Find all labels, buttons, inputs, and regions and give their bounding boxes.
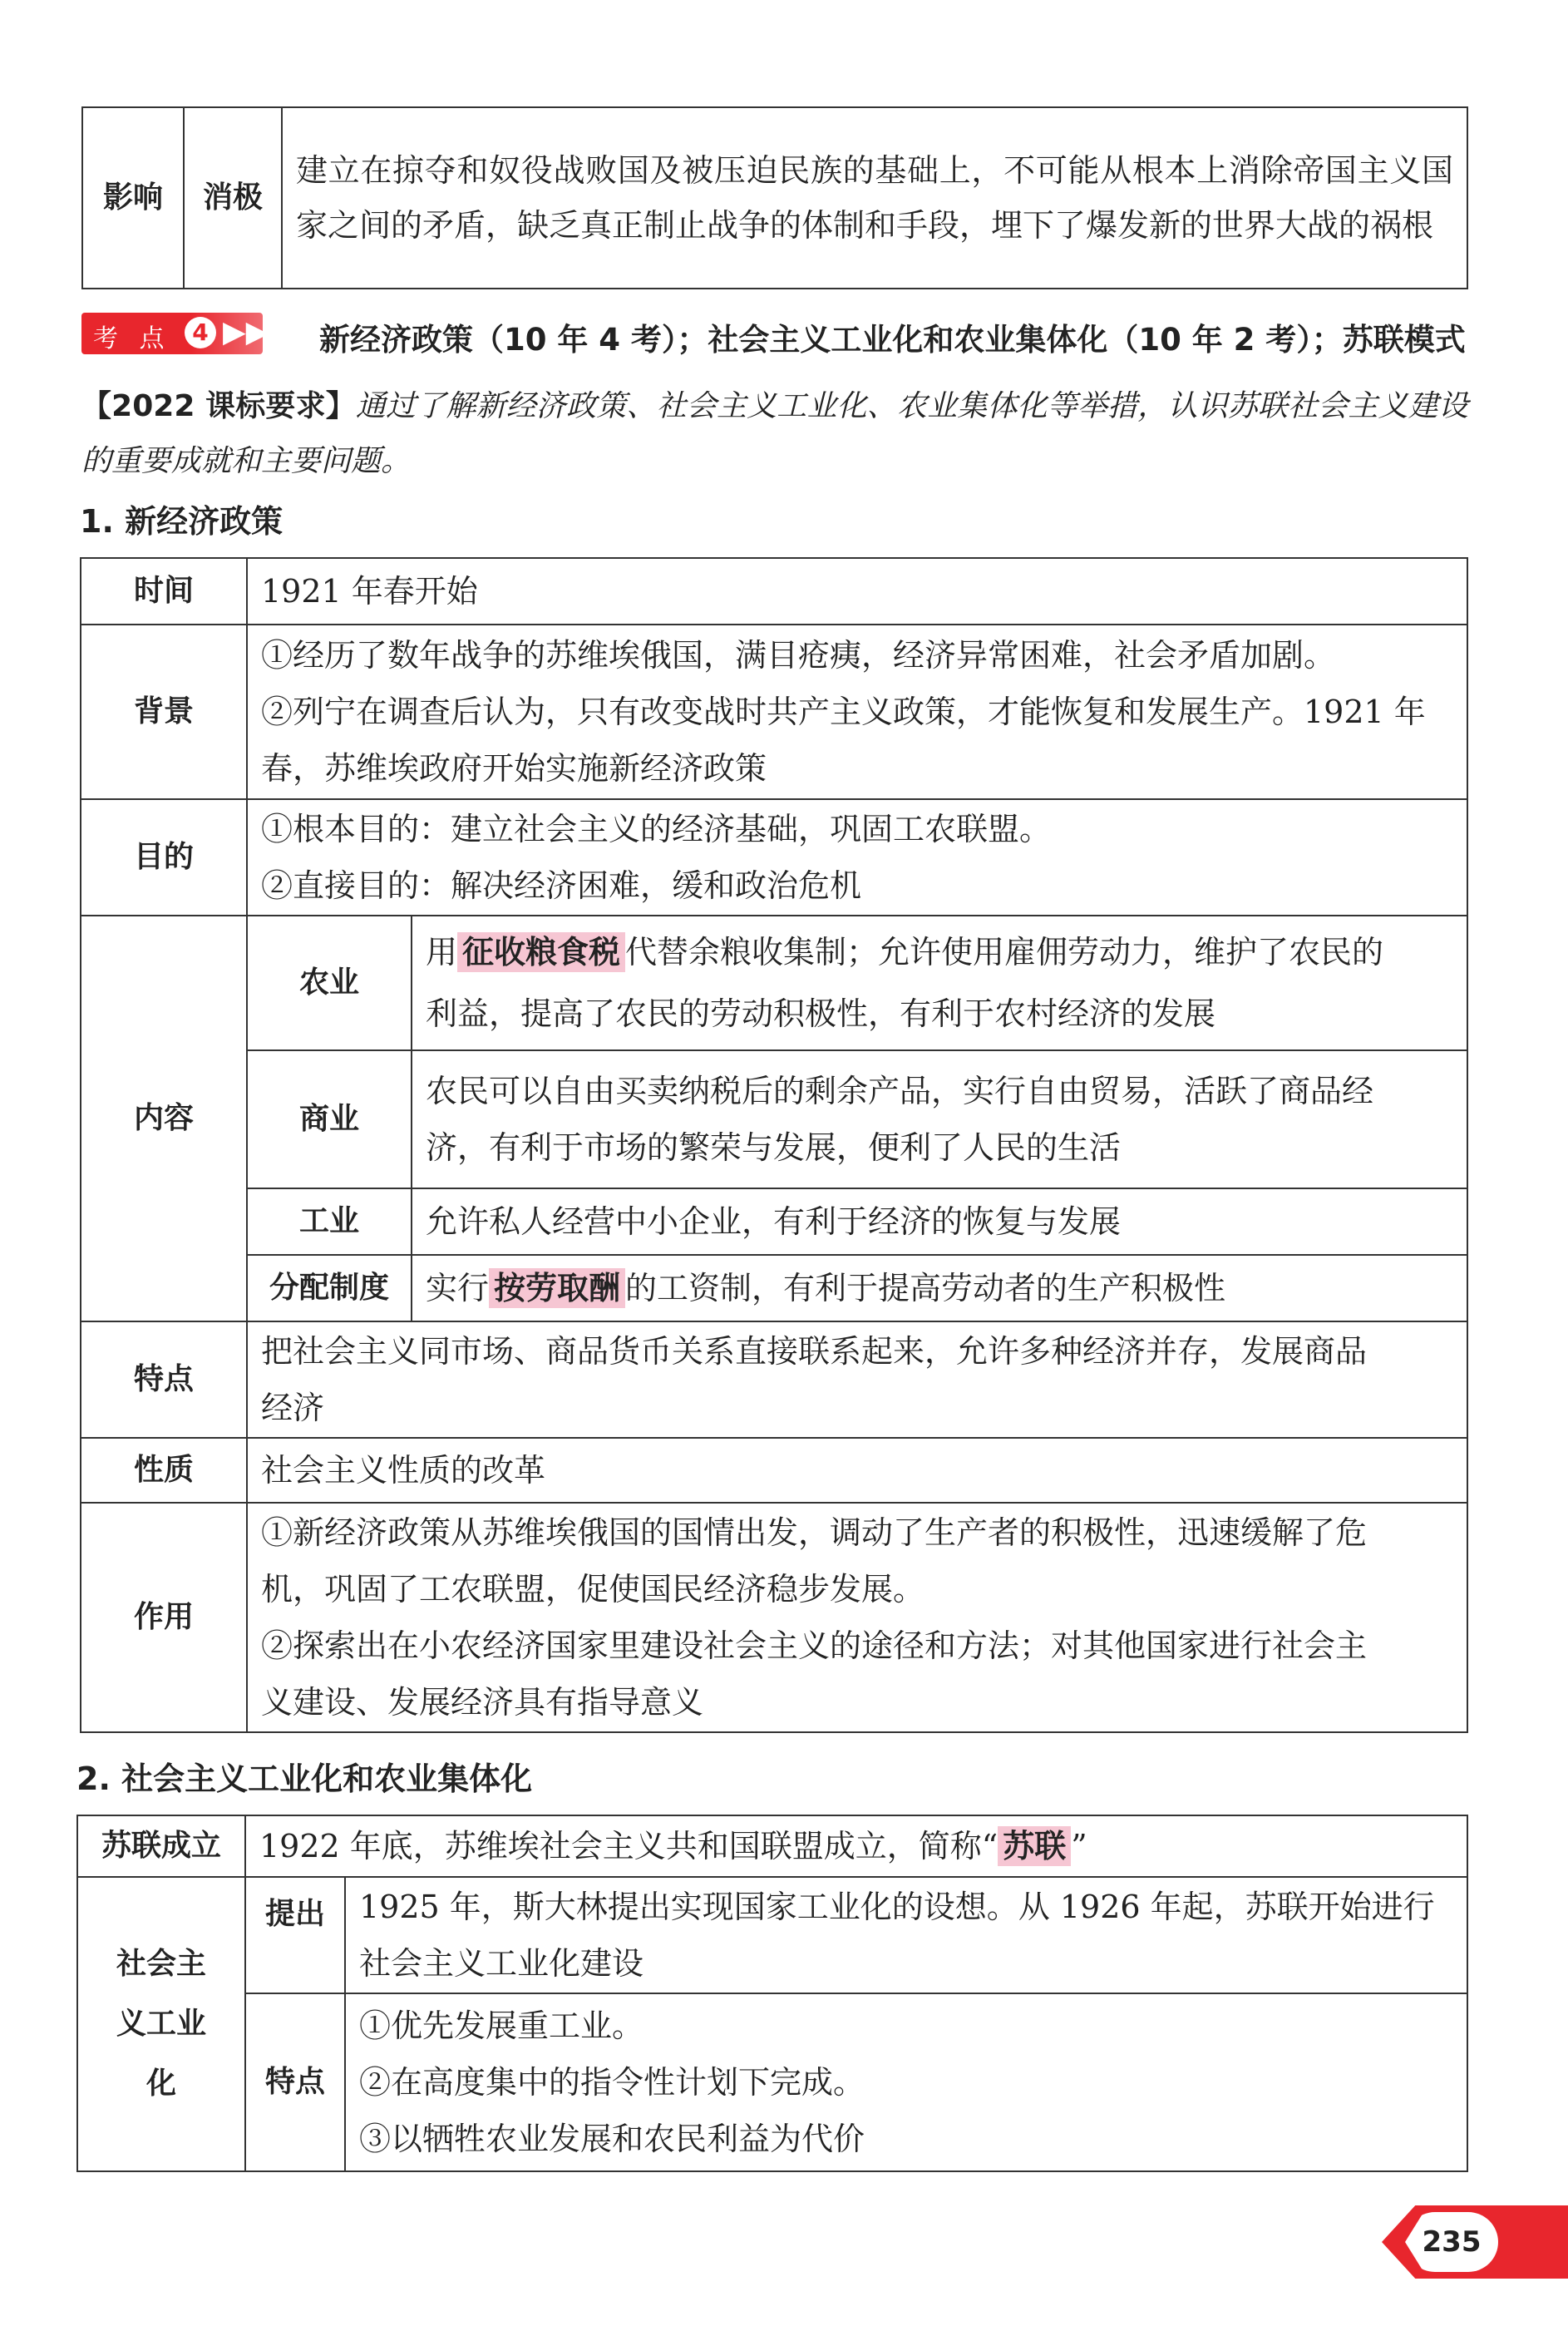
time-label: 时间 (81, 558, 247, 625)
propose-line-2: 社会主义工业化建设 (359, 1945, 644, 1982)
effect-line-3: ②探索出在小农经济国家里建设社会主义的途径和方法；对其他国家进行社会主 (261, 1627, 1368, 1664)
influence-text: 建立在掠夺和奴役战败国及被压迫民族的基础上，不可能从根本上消除帝国主义国家之间的矛盾，缺乏真正制止战争的体制和手段，埋下了爆发新的世界大战的祸根 (282, 107, 1467, 289)
trait-label: 特点 (245, 1993, 345, 2171)
purpose-point-1: ①根本目的：建立社会主义的经济基础，巩固工农联盟。 (261, 811, 1052, 847)
trait-line-3: ③以牺牲农业发展和农民利益为代价 (359, 2121, 865, 2157)
requirement-tag: 【2022 课标要求】 (81, 389, 356, 423)
ussr-pre: 1922 年底，苏维埃社会主义共和国联盟成立，简称“ (259, 1828, 998, 1864)
commerce-cell (412, 1050, 1467, 1188)
trait-cell (345, 1993, 1467, 2171)
agri-post: 代替余粮收集制；允许使用雇佣劳动力，维护了农民的 (625, 934, 1384, 970)
agri-line-2: 利益，提高了农民的劳动积极性，有利于农村经济的发展 (426, 995, 1216, 1032)
purpose-label: 目的 (81, 799, 247, 916)
background-point-2a: ②列宁在调查后认为，只有改变战时共产主义政策，才能恢复和发展生产。1921 年 (261, 694, 1426, 730)
kaodian-label: 考 点 (93, 324, 171, 353)
double-arrow-icon: ▶▶ (223, 315, 269, 349)
ussr-cell (245, 1815, 1467, 1877)
commerce-line-1: 农民可以自由买卖纳税后的剩余产品，实行自由贸易，活跃了商品经 (426, 1073, 1374, 1109)
influence-table (81, 106, 1468, 289)
dist-post: 的工资制，有利于提高劳动者的生产积极性 (625, 1270, 1226, 1306)
sub-header-negative: 消极 (184, 107, 282, 289)
effect-line-4: 义建设、发展经济具有指导意义 (261, 1684, 704, 1721)
curriculum-requirement (81, 379, 1468, 489)
agri-pre: 用 (426, 934, 458, 970)
kaodian-number: 4 (185, 317, 216, 348)
agriculture-label: 农业 (247, 916, 412, 1050)
industrialization-table (76, 1815, 1468, 2172)
effect-label: 作用 (81, 1503, 247, 1732)
ussr-post: ” (1071, 1828, 1087, 1864)
distribution-label: 分配制度 (247, 1255, 412, 1321)
purpose-cell (247, 799, 1467, 916)
feature-label: 特点 (81, 1321, 247, 1438)
section1-title: 1. 新经济政策 (80, 503, 284, 540)
commerce-line-2: 济，有利于市场的繁荣与发展，便利了人民的生活 (426, 1129, 1122, 1166)
feature-cell (247, 1321, 1467, 1438)
effect-line-1: ①新经济政策从苏维埃俄国的国情出发，调动了生产者的积极性，迅速缓解了危 (261, 1514, 1368, 1551)
propose-line-1: 1925 年，斯大林提出实现国家工业化的设想。从 1926 年起，苏联开始进行 (359, 1889, 1435, 1925)
kaodian-badge (81, 313, 269, 354)
background-point-2b: 春，苏维埃政府开始实施新经济政策 (261, 750, 767, 787)
section2-title: 2. 社会主义工业化和农业集体化 (76, 1761, 533, 1797)
industry-label: 工业 (247, 1188, 412, 1255)
kaodian-title: 新经济政策（10 年 4 考）；社会主义工业化和农业集体化（10 年 2 考）；苏联模式 (319, 322, 1466, 358)
trait-line-2: ②在高度集中的指令性计划下完成。 (359, 2064, 865, 2101)
background-point-1: ①经历了数年战争的苏维埃俄国，满目疮痍，经济异常困难，社会矛盾加剧。 (261, 637, 1336, 674)
background-label: 背景 (81, 625, 247, 799)
effect-cell (247, 1503, 1467, 1732)
row-header-influence: 影响 (82, 107, 184, 289)
industry-text: 允许私人经营中小企业，有利于经济的恢复与发展 (412, 1188, 1467, 1255)
nature-text: 社会主义性质的改革 (247, 1438, 1467, 1503)
ussr-highlight: 苏联 (998, 1826, 1071, 1866)
industrialization-label (77, 1877, 245, 2171)
labor-pay-highlight: 按劳取酬 (489, 1268, 625, 1308)
ind-label-1: 社会主 (116, 1947, 206, 1981)
feature-line-1: 把社会主义同市场、商品货币关系直接联系起来，允许多种经济并存，发展商品 (261, 1333, 1368, 1370)
propose-label: 提出 (245, 1877, 345, 1993)
propose-cell (345, 1877, 1467, 1993)
distribution-cell (412, 1255, 1467, 1321)
nature-label: 性质 (81, 1438, 247, 1503)
agriculture-cell (412, 916, 1467, 1050)
background-cell (247, 625, 1467, 799)
purpose-point-2: ②直接目的：解决经济困难，缓和政治危机 (261, 867, 862, 904)
dist-pre: 实行 (426, 1270, 490, 1306)
effect-line-2: 机，巩固了工农联盟，促使国民经济稳步发展。 (261, 1571, 925, 1607)
trait-line-1: ①优先发展重工业。 (359, 2007, 644, 2044)
grain-tax-highlight: 征收粮食税 (457, 932, 625, 972)
commerce-label: 商业 (247, 1050, 412, 1188)
requirement-text: 通过了解新经济政策、社会主义工业化、农业集体化等举措，认识苏联社会主义建设的重要成就和主要问题。 (81, 389, 1468, 478)
time-value: 1921 年春开始 (247, 558, 1467, 625)
ind-label-3: 化 (145, 2067, 176, 2101)
feature-line-2: 经济 (261, 1390, 325, 1426)
ind-label-2: 义工业 (116, 2007, 206, 2041)
nep-table (80, 557, 1468, 1733)
ussr-label: 苏联成立 (77, 1815, 245, 1877)
content-label: 内容 (81, 916, 247, 1321)
page-number: 235 (1422, 2225, 1482, 2259)
